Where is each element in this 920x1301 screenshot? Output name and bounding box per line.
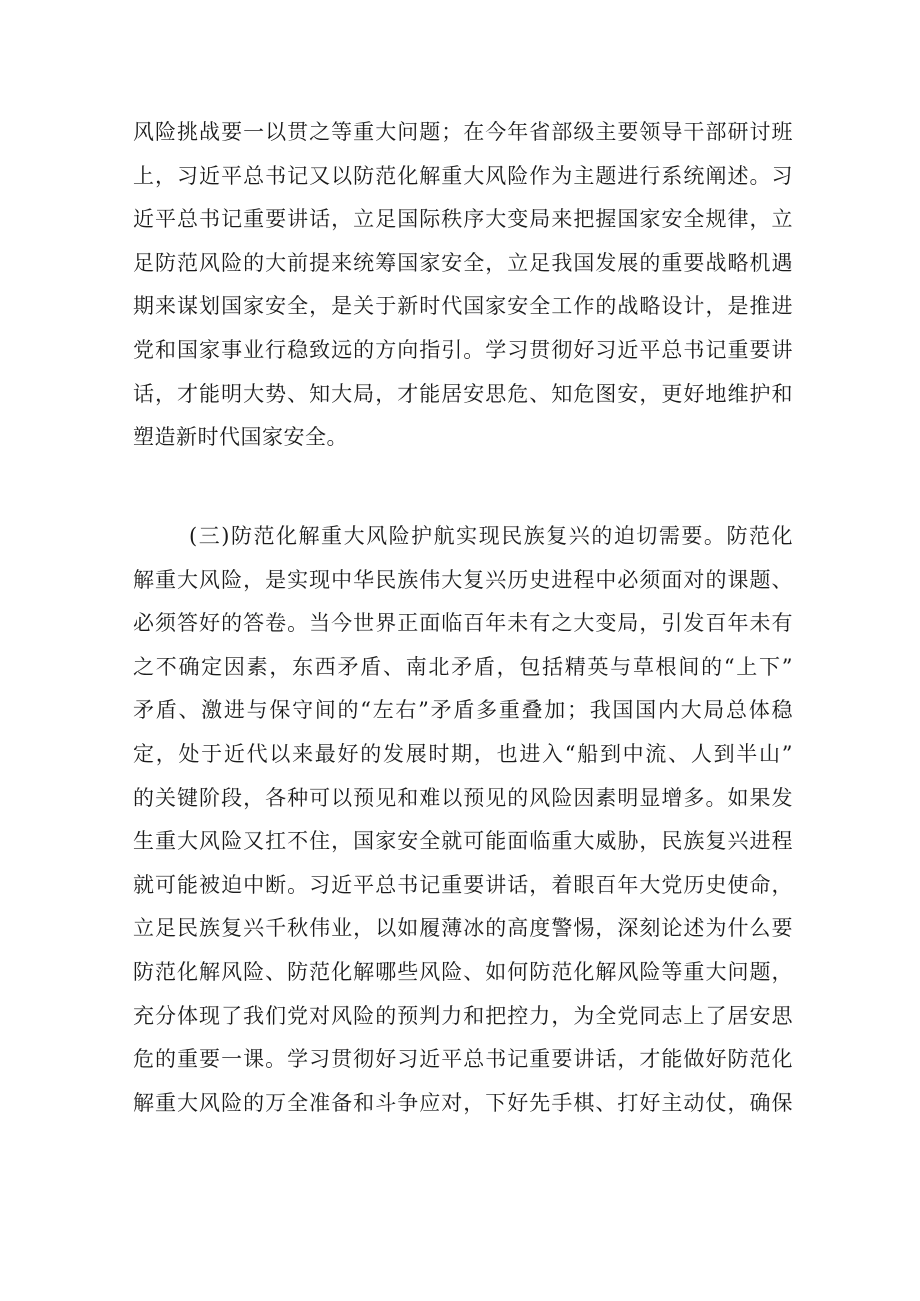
text-line: 立足民族复兴千秋伟业，以如履薄冰的高度警惕，深刻论述为什么要 bbox=[133, 916, 793, 941]
text-line: 上，习近平总书记又以防范化解重大风险作为主题进行系统阐述。习 bbox=[133, 163, 793, 188]
paragraph-section-3 bbox=[133, 515, 793, 1125]
text-line: 解重大风险，是实现中华民族伟大复兴历史进程中必须面对的课题、 bbox=[133, 567, 793, 592]
text-line: 之不确定因素，东西矛盾、南北矛盾，包括精英与草根间的“上下” bbox=[133, 654, 793, 679]
text-line: 近平总书记重要讲话，立足国际秩序大变局来把握国家安全规律，立 bbox=[133, 207, 793, 232]
text-line: 的关键阶段，各种可以预见和难以预见的风险因素明显增多。如果发 bbox=[133, 785, 793, 810]
text-line: 危的重要一课。学习贯彻好习近平总书记重要讲话，才能做好防范化 bbox=[133, 1047, 793, 1072]
text-line: 足防范风险的大前提来统筹国家安全，立足我国发展的重要战略机遇 bbox=[133, 250, 793, 275]
text-line: 话，才能明大势、知大局，才能居安思危、知危图安，更好地维护和 bbox=[133, 381, 793, 406]
text-line: 塑造新时代国家安全。 bbox=[133, 425, 348, 450]
text-line: 防范化解风险、防范化解哪些风险、如何防范化解风险等重大问题， bbox=[133, 959, 793, 984]
text-line: 解重大风险的万全准备和斗争应对，下好先手棋、打好主动仗，确保 bbox=[133, 1090, 793, 1115]
text-line: 期来谋划国家安全，是关于新时代国家安全工作的战略设计，是推进 bbox=[133, 294, 793, 319]
text-line: 必须答好的答卷。当今世界正面临百年未有之大变局，引发百年未有 bbox=[133, 611, 793, 636]
text-line: 充分体现了我们党对风险的预判力和把控力，为全党同志上了居安思 bbox=[133, 1003, 793, 1028]
text-line: 生重大风险又扛不住，国家安全就可能面临重大威胁，民族复兴进程 bbox=[133, 829, 793, 854]
text-line: 矛盾、激进与保守间的“左右”矛盾多重叠加；我国国内大局总体稳 bbox=[133, 698, 793, 723]
text-line: 定，处于近代以来最好的发展时期，也进入“船到中流、人到半山” bbox=[133, 741, 793, 766]
paragraph-continuation bbox=[133, 111, 793, 460]
text-line: 就可能被迫中断。习近平总书记重要讲话，着眼百年大党历史使命， bbox=[133, 872, 793, 897]
text-line: 风险挑战要一以贯之等重大问题；在今年省部级主要领导干部研讨班 bbox=[133, 120, 793, 144]
section-heading-line: (三)防范化解重大风险护航实现民族复兴的迫切需要。防范化 bbox=[189, 524, 793, 548]
text-line: 党和国家事业行稳致远的方向指引。学习贯彻好习近平总书记重要讲 bbox=[133, 337, 793, 362]
